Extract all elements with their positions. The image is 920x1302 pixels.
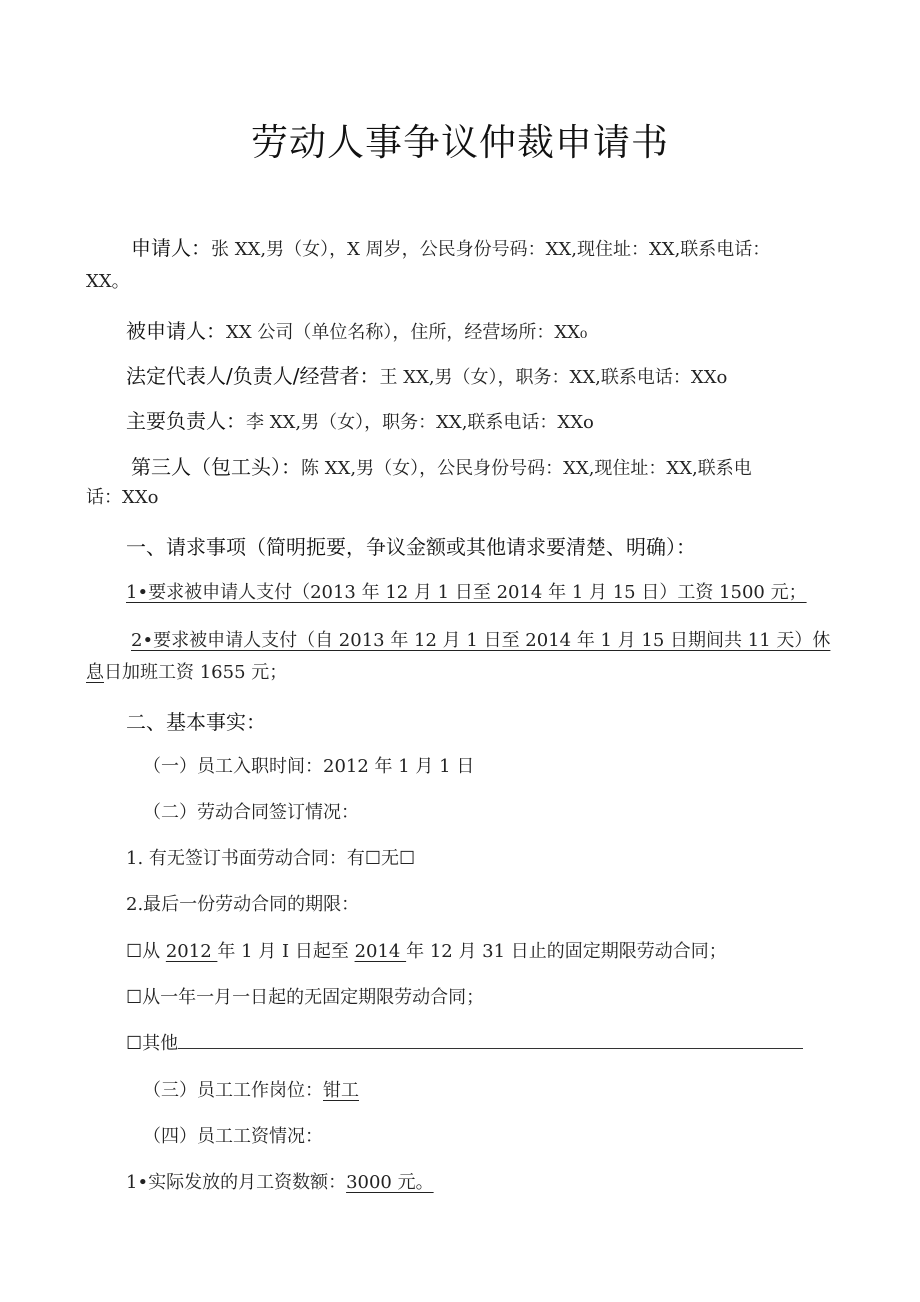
written-contract-question: 1. 有无签订书面劳动合同：有☐无☐ bbox=[126, 848, 416, 869]
third-party-line-2: 话：XXo bbox=[86, 487, 159, 508]
respondent-text: XX 公司（单位名称），住所，经营场所：XX₀ bbox=[226, 322, 588, 343]
third-party-text: 陈 XX,男（女），公民身份号码：XX,现住址：XX,联系电 bbox=[301, 458, 752, 479]
request-item-2-rest: 日加班工资 1655 元； bbox=[104, 662, 288, 683]
section1-heading: 一、请求事项（简明扼要，争议金额或其他请求要清楚、明确）： bbox=[126, 535, 696, 559]
legal-rep-line bbox=[126, 362, 727, 392]
request-item-2: 2•要求被申请人支付（自 2013 年 12 月 1 日至 2014 年 1 月 15 日期间共 11 天）休 bbox=[131, 630, 831, 651]
wage-label: 1•实际发放的月工资数额： bbox=[126, 1172, 347, 1193]
respondent-label: 被申请人： bbox=[126, 319, 226, 343]
option-open-term: ☐从一年一月一日起的无固定期限劳动合同； bbox=[126, 987, 485, 1008]
applicant-line-2: XX。 bbox=[86, 271, 130, 292]
section2-heading: 二、基本事实： bbox=[126, 710, 266, 734]
contract-heading: （二）劳动合同签订情况： bbox=[143, 802, 359, 823]
applicant-label: 申请人： bbox=[131, 236, 211, 260]
wage-line bbox=[126, 1169, 434, 1197]
option-fixed-year-start: 2012 bbox=[165, 941, 218, 962]
respondent-line bbox=[126, 317, 587, 347]
principal-line bbox=[126, 407, 594, 437]
applicant-text: 张 XX,男（女），X 周岁，公民身份号码：XX,现住址：XX,联系电话： bbox=[211, 239, 771, 260]
legal-rep-label: 法定代表人/负责人/经营者： bbox=[126, 364, 380, 388]
principal-label: 主要负责人： bbox=[126, 409, 246, 433]
legal-rep-text: 王 XX,男（女），职务：XX,联系电话：XXo bbox=[379, 367, 728, 388]
option-fixed-text-c: 年 12 月 31 日止的固定期限劳动合同； bbox=[406, 941, 727, 962]
option-other bbox=[126, 1030, 803, 1058]
third-party-line bbox=[131, 453, 752, 483]
position-value: 钳工 bbox=[323, 1080, 359, 1101]
request-item-2-cont bbox=[86, 659, 287, 687]
entry-date: （一）员工入职时间：2012 年 1 月 1 日 bbox=[143, 756, 475, 777]
wage-heading: （四）员工工资情况： bbox=[143, 1126, 323, 1147]
option-other-blank bbox=[178, 1030, 803, 1049]
wage-value: 3000 元。 bbox=[346, 1172, 434, 1193]
position-label: （三）员工工作岗位： bbox=[143, 1080, 323, 1101]
contract-term-heading: 2.最后一份劳动合同的期限： bbox=[126, 894, 360, 915]
option-fixed-text-b: 年 1 月 I 日起至 bbox=[217, 941, 355, 962]
document-title: 劳动人事争议仲裁申请书 bbox=[251, 121, 669, 164]
option-fixed-year-end: 2014 bbox=[354, 941, 407, 962]
request-item-1: 1•要求被申请人支付（2013 年 12 月 1 日至 2014 年 1 月 15 日）工资 1500 元； bbox=[126, 582, 807, 603]
request-item-2-word: 息 bbox=[86, 662, 104, 683]
third-party-label: 第三人（包工头）： bbox=[131, 455, 301, 479]
position-line bbox=[143, 1077, 359, 1105]
option-fixed-text-a: ☐从 bbox=[126, 941, 166, 962]
option-other-label: ☐其他 bbox=[126, 1033, 179, 1054]
option-fixed-term bbox=[126, 938, 727, 966]
principal-text: 李 XX,男（女），职务：XX,联系电话：XXo bbox=[246, 412, 594, 433]
applicant-line bbox=[131, 234, 770, 264]
